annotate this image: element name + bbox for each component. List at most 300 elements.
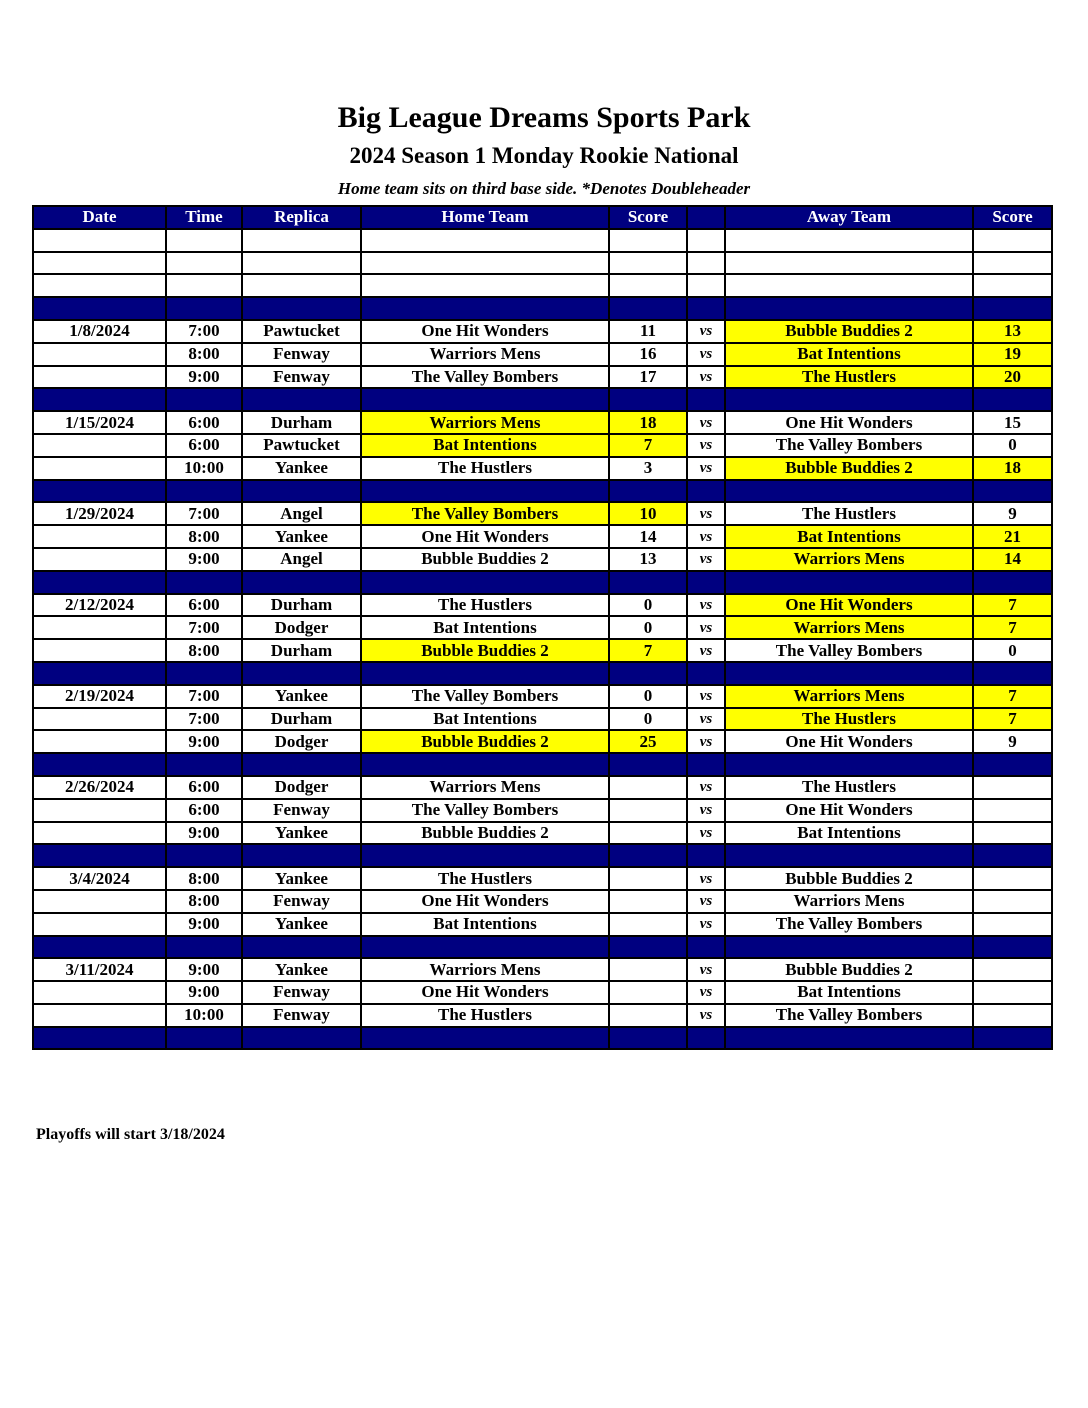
away-score: 0 <box>973 639 1052 662</box>
home-score <box>609 776 687 799</box>
vs-label: vs <box>687 366 725 389</box>
game-row <box>33 434 1052 457</box>
page-subtitle: 2024 Season 1 Monday Rookie National <box>349 143 739 168</box>
game-date: 2/12/2024 <box>33 594 166 617</box>
away-score <box>973 913 1052 936</box>
home-score: 7 <box>609 434 687 457</box>
home-score: 7 <box>609 639 687 662</box>
game-date <box>33 639 166 662</box>
separator-cell <box>725 936 973 959</box>
away-score: 19 <box>973 343 1052 366</box>
game-time: 8:00 <box>166 867 242 890</box>
game-row <box>33 320 1052 343</box>
home-score: 0 <box>609 616 687 639</box>
game-date <box>33 708 166 731</box>
separator-cell <box>609 936 687 959</box>
game-date <box>33 981 166 1004</box>
away-score <box>973 776 1052 799</box>
game-replica: Yankee <box>242 822 361 845</box>
separator-cell <box>687 1027 725 1050</box>
empty-cell <box>242 252 361 275</box>
separator-cell <box>687 844 725 867</box>
game-row <box>33 685 1052 708</box>
game-time: 6:00 <box>166 434 242 457</box>
away-team: Warriors Mens <box>725 616 973 639</box>
separator-cell <box>33 936 166 959</box>
game-date: 2/19/2024 <box>33 685 166 708</box>
home-team: The Valley Bombers <box>361 502 609 525</box>
empty-cell <box>361 252 609 275</box>
empty-cell <box>166 229 242 252</box>
empty-cell <box>609 229 687 252</box>
empty-cell <box>361 229 609 252</box>
separator-cell <box>609 844 687 867</box>
separator-cell <box>973 388 1052 411</box>
home-team: Bubble Buddies 2 <box>361 730 609 753</box>
empty-cell <box>725 274 973 297</box>
home-team: Warriors Mens <box>361 776 609 799</box>
home-team: One Hit Wonders <box>361 320 609 343</box>
separator-cell <box>242 936 361 959</box>
away-score: 21 <box>973 525 1052 548</box>
away-score: 9 <box>973 730 1052 753</box>
empty-cell <box>166 252 242 275</box>
game-time: 9:00 <box>166 913 242 936</box>
vs-label: vs <box>687 981 725 1004</box>
game-row <box>33 890 1052 913</box>
home-score <box>609 1004 687 1027</box>
game-row <box>33 639 1052 662</box>
away-score: 7 <box>973 616 1052 639</box>
header-away-score: Score <box>973 206 1052 229</box>
game-date: 1/15/2024 <box>33 411 166 434</box>
game-time: 8:00 <box>166 639 242 662</box>
game-date <box>33 730 166 753</box>
week-separator-row <box>33 388 1052 411</box>
separator-cell <box>725 662 973 685</box>
home-team: Warriors Mens <box>361 343 609 366</box>
game-time: 10:00 <box>166 457 242 480</box>
header-away-team: Away Team <box>725 206 973 229</box>
away-team: One Hit Wonders <box>725 799 973 822</box>
away-score: 20 <box>973 366 1052 389</box>
separator-cell <box>33 1027 166 1050</box>
game-date <box>33 525 166 548</box>
separator-cell <box>725 480 973 503</box>
away-team: The Valley Bombers <box>725 1004 973 1027</box>
game-time: 7:00 <box>166 708 242 731</box>
game-replica: Pawtucket <box>242 434 361 457</box>
separator-cell <box>687 662 725 685</box>
empty-cell <box>973 274 1052 297</box>
game-row <box>33 776 1052 799</box>
home-score <box>609 981 687 1004</box>
vs-label: vs <box>687 1004 725 1027</box>
game-date <box>33 434 166 457</box>
away-score <box>973 799 1052 822</box>
away-team: The Hustlers <box>725 502 973 525</box>
away-team: Bat Intentions <box>725 981 973 1004</box>
week-separator-row <box>33 936 1052 959</box>
vs-label: vs <box>687 594 725 617</box>
empty-cell <box>725 229 973 252</box>
game-time: 9:00 <box>166 730 242 753</box>
separator-cell <box>361 297 609 320</box>
separator-cell <box>973 753 1052 776</box>
game-row <box>33 525 1052 548</box>
game-date <box>33 366 166 389</box>
vs-label: vs <box>687 799 725 822</box>
home-score <box>609 958 687 981</box>
away-score: 0 <box>973 434 1052 457</box>
vs-label: vs <box>687 434 725 457</box>
separator-cell <box>687 480 725 503</box>
separator-cell <box>33 844 166 867</box>
schedule-table <box>32 205 1053 1050</box>
separator-cell <box>609 297 687 320</box>
away-team: One Hit Wonders <box>725 730 973 753</box>
game-replica: Yankee <box>242 867 361 890</box>
empty-cell <box>973 229 1052 252</box>
game-date: 3/11/2024 <box>33 958 166 981</box>
game-replica: Durham <box>242 639 361 662</box>
game-time: 8:00 <box>166 343 242 366</box>
home-team: The Hustlers <box>361 1004 609 1027</box>
separator-cell <box>166 753 242 776</box>
home-team: Bubble Buddies 2 <box>361 548 609 571</box>
empty-cell <box>609 274 687 297</box>
home-score: 10 <box>609 502 687 525</box>
page-title: Big League Dreams Sports Park <box>337 101 751 134</box>
empty-cell <box>33 274 166 297</box>
vs-label: vs <box>687 776 725 799</box>
home-team: Bubble Buddies 2 <box>361 639 609 662</box>
week-separator-row <box>33 1027 1052 1050</box>
away-team: The Hustlers <box>725 776 973 799</box>
separator-cell <box>973 1027 1052 1050</box>
home-score <box>609 867 687 890</box>
home-team: The Valley Bombers <box>361 799 609 822</box>
game-row <box>33 366 1052 389</box>
empty-cell <box>242 229 361 252</box>
separator-cell <box>973 662 1052 685</box>
home-score: 18 <box>609 411 687 434</box>
game-replica: Fenway <box>242 1004 361 1027</box>
separator-cell <box>687 571 725 594</box>
game-replica: Yankee <box>242 525 361 548</box>
away-score: 15 <box>973 411 1052 434</box>
game-row <box>33 343 1052 366</box>
game-time: 8:00 <box>166 525 242 548</box>
schedule-body <box>33 229 1052 1050</box>
game-date <box>33 548 166 571</box>
home-team: The Valley Bombers <box>361 685 609 708</box>
game-replica: Angel <box>242 502 361 525</box>
separator-cell <box>725 753 973 776</box>
separator-cell <box>33 571 166 594</box>
separator-cell <box>609 571 687 594</box>
game-time: 7:00 <box>166 685 242 708</box>
separator-cell <box>687 388 725 411</box>
home-team: Bat Intentions <box>361 913 609 936</box>
away-score <box>973 822 1052 845</box>
game-time: 9:00 <box>166 822 242 845</box>
separator-cell <box>609 1027 687 1050</box>
home-team: Bat Intentions <box>361 434 609 457</box>
separator-cell <box>166 388 242 411</box>
away-score <box>973 958 1052 981</box>
vs-label: vs <box>687 867 725 890</box>
separator-cell <box>687 936 725 959</box>
game-replica: Yankee <box>242 913 361 936</box>
game-date <box>33 913 166 936</box>
header-vs <box>687 206 725 229</box>
away-score <box>973 1004 1052 1027</box>
game-replica: Durham <box>242 594 361 617</box>
separator-cell <box>609 388 687 411</box>
game-replica: Fenway <box>242 981 361 1004</box>
empty-row <box>33 252 1052 275</box>
separator-cell <box>33 662 166 685</box>
separator-cell <box>242 480 361 503</box>
separator-cell <box>361 388 609 411</box>
separator-cell <box>242 1027 361 1050</box>
game-row <box>33 981 1052 1004</box>
away-team: Warriors Mens <box>725 685 973 708</box>
separator-cell <box>361 571 609 594</box>
game-time: 9:00 <box>166 366 242 389</box>
separator-cell <box>33 388 166 411</box>
game-date: 1/29/2024 <box>33 502 166 525</box>
game-date: 2/26/2024 <box>33 776 166 799</box>
home-score: 13 <box>609 548 687 571</box>
game-date <box>33 616 166 639</box>
away-team: Warriors Mens <box>725 890 973 913</box>
separator-cell <box>361 753 609 776</box>
game-replica: Pawtucket <box>242 320 361 343</box>
week-separator-row <box>33 480 1052 503</box>
away-team: The Hustlers <box>725 366 973 389</box>
header-replica: Replica <box>242 206 361 229</box>
game-replica: Dodger <box>242 616 361 639</box>
playoffs-note: Playoffs will start 3/18/2024 <box>36 1126 225 1143</box>
game-row <box>33 867 1052 890</box>
game-row <box>33 708 1052 731</box>
home-score <box>609 890 687 913</box>
home-score: 0 <box>609 685 687 708</box>
separator-cell <box>725 571 973 594</box>
game-row <box>33 913 1052 936</box>
separator-cell <box>361 1027 609 1050</box>
empty-cell <box>687 229 725 252</box>
home-score: 0 <box>609 594 687 617</box>
game-time: 9:00 <box>166 958 242 981</box>
separator-cell <box>166 1027 242 1050</box>
game-replica: Durham <box>242 708 361 731</box>
separator-cell <box>166 936 242 959</box>
separator-cell <box>33 297 166 320</box>
header-row <box>33 206 1052 229</box>
home-score: 17 <box>609 366 687 389</box>
vs-label: vs <box>687 958 725 981</box>
game-time: 6:00 <box>166 799 242 822</box>
game-date: 3/4/2024 <box>33 867 166 890</box>
separator-cell <box>973 571 1052 594</box>
game-row <box>33 1004 1052 1027</box>
schedule-note: Home team sits on third base side. *Denotes Doubleheader <box>337 179 751 198</box>
vs-label: vs <box>687 525 725 548</box>
away-team: Bubble Buddies 2 <box>725 867 973 890</box>
separator-cell <box>361 936 609 959</box>
game-date <box>33 1004 166 1027</box>
empty-cell <box>973 252 1052 275</box>
game-time: 7:00 <box>166 320 242 343</box>
home-score: 16 <box>609 343 687 366</box>
home-score: 11 <box>609 320 687 343</box>
home-score <box>609 822 687 845</box>
home-team: The Hustlers <box>361 594 609 617</box>
separator-cell <box>361 662 609 685</box>
vs-label: vs <box>687 502 725 525</box>
game-row <box>33 411 1052 434</box>
game-row <box>33 730 1052 753</box>
game-time: 9:00 <box>166 981 242 1004</box>
header-time: Time <box>166 206 242 229</box>
away-score: 7 <box>973 708 1052 731</box>
week-separator-row <box>33 844 1052 867</box>
separator-cell <box>725 844 973 867</box>
away-score: 7 <box>973 685 1052 708</box>
home-team: One Hit Wonders <box>361 981 609 1004</box>
header-home-score: Score <box>609 206 687 229</box>
game-replica: Angel <box>242 548 361 571</box>
separator-cell <box>242 662 361 685</box>
vs-label: vs <box>687 639 725 662</box>
separator-cell <box>242 297 361 320</box>
separator-cell <box>725 297 973 320</box>
game-replica: Yankee <box>242 457 361 480</box>
game-date <box>33 343 166 366</box>
home-team: One Hit Wonders <box>361 890 609 913</box>
game-row <box>33 502 1052 525</box>
home-team: The Hustlers <box>361 457 609 480</box>
separator-cell <box>361 480 609 503</box>
game-row <box>33 616 1052 639</box>
empty-cell <box>609 252 687 275</box>
home-team: Bubble Buddies 2 <box>361 822 609 845</box>
game-date: 1/8/2024 <box>33 320 166 343</box>
separator-cell <box>361 844 609 867</box>
game-replica: Fenway <box>242 890 361 913</box>
away-score <box>973 981 1052 1004</box>
home-score <box>609 799 687 822</box>
home-team: Bat Intentions <box>361 708 609 731</box>
game-time: 10:00 <box>166 1004 242 1027</box>
home-team: The Hustlers <box>361 867 609 890</box>
game-replica: Dodger <box>242 776 361 799</box>
separator-cell <box>973 480 1052 503</box>
game-replica: Fenway <box>242 366 361 389</box>
game-date <box>33 822 166 845</box>
home-score: 14 <box>609 525 687 548</box>
game-row <box>33 594 1052 617</box>
away-team: Bubble Buddies 2 <box>725 958 973 981</box>
separator-cell <box>33 753 166 776</box>
away-team: One Hit Wonders <box>725 594 973 617</box>
separator-cell <box>242 753 361 776</box>
empty-cell <box>361 274 609 297</box>
away-team: The Valley Bombers <box>725 913 973 936</box>
separator-cell <box>973 936 1052 959</box>
vs-label: vs <box>687 343 725 366</box>
game-time: 7:00 <box>166 616 242 639</box>
game-time: 7:00 <box>166 502 242 525</box>
game-date <box>33 457 166 480</box>
empty-row <box>33 229 1052 252</box>
empty-row <box>33 274 1052 297</box>
vs-label: vs <box>687 320 725 343</box>
home-score <box>609 913 687 936</box>
empty-cell <box>33 229 166 252</box>
home-team: Bat Intentions <box>361 616 609 639</box>
separator-cell <box>725 1027 973 1050</box>
separator-cell <box>166 571 242 594</box>
vs-label: vs <box>687 708 725 731</box>
game-replica: Yankee <box>242 685 361 708</box>
separator-cell <box>166 662 242 685</box>
vs-label: vs <box>687 913 725 936</box>
away-team: Bubble Buddies 2 <box>725 457 973 480</box>
home-team: One Hit Wonders <box>361 525 609 548</box>
game-time: 6:00 <box>166 776 242 799</box>
away-score: 13 <box>973 320 1052 343</box>
separator-cell <box>33 480 166 503</box>
away-team: The Valley Bombers <box>725 639 973 662</box>
empty-cell <box>687 252 725 275</box>
game-replica: Fenway <box>242 799 361 822</box>
separator-cell <box>609 662 687 685</box>
empty-cell <box>242 274 361 297</box>
vs-label: vs <box>687 822 725 845</box>
empty-cell <box>687 274 725 297</box>
week-separator-row <box>33 571 1052 594</box>
separator-cell <box>166 844 242 867</box>
game-row <box>33 822 1052 845</box>
vs-label: vs <box>687 411 725 434</box>
home-score: 3 <box>609 457 687 480</box>
empty-cell <box>725 252 973 275</box>
game-time: 6:00 <box>166 411 242 434</box>
vs-label: vs <box>687 890 725 913</box>
vs-label: vs <box>687 548 725 571</box>
away-score: 9 <box>973 502 1052 525</box>
game-time: 6:00 <box>166 594 242 617</box>
home-team: Warriors Mens <box>361 411 609 434</box>
vs-label: vs <box>687 457 725 480</box>
game-row <box>33 799 1052 822</box>
separator-cell <box>242 571 361 594</box>
away-team: The Hustlers <box>725 708 973 731</box>
away-team: Bat Intentions <box>725 822 973 845</box>
separator-cell <box>725 388 973 411</box>
separator-cell <box>242 388 361 411</box>
game-replica: Durham <box>242 411 361 434</box>
header-date: Date <box>33 206 166 229</box>
game-replica: Fenway <box>242 343 361 366</box>
empty-cell <box>33 252 166 275</box>
game-row <box>33 457 1052 480</box>
separator-cell <box>687 297 725 320</box>
